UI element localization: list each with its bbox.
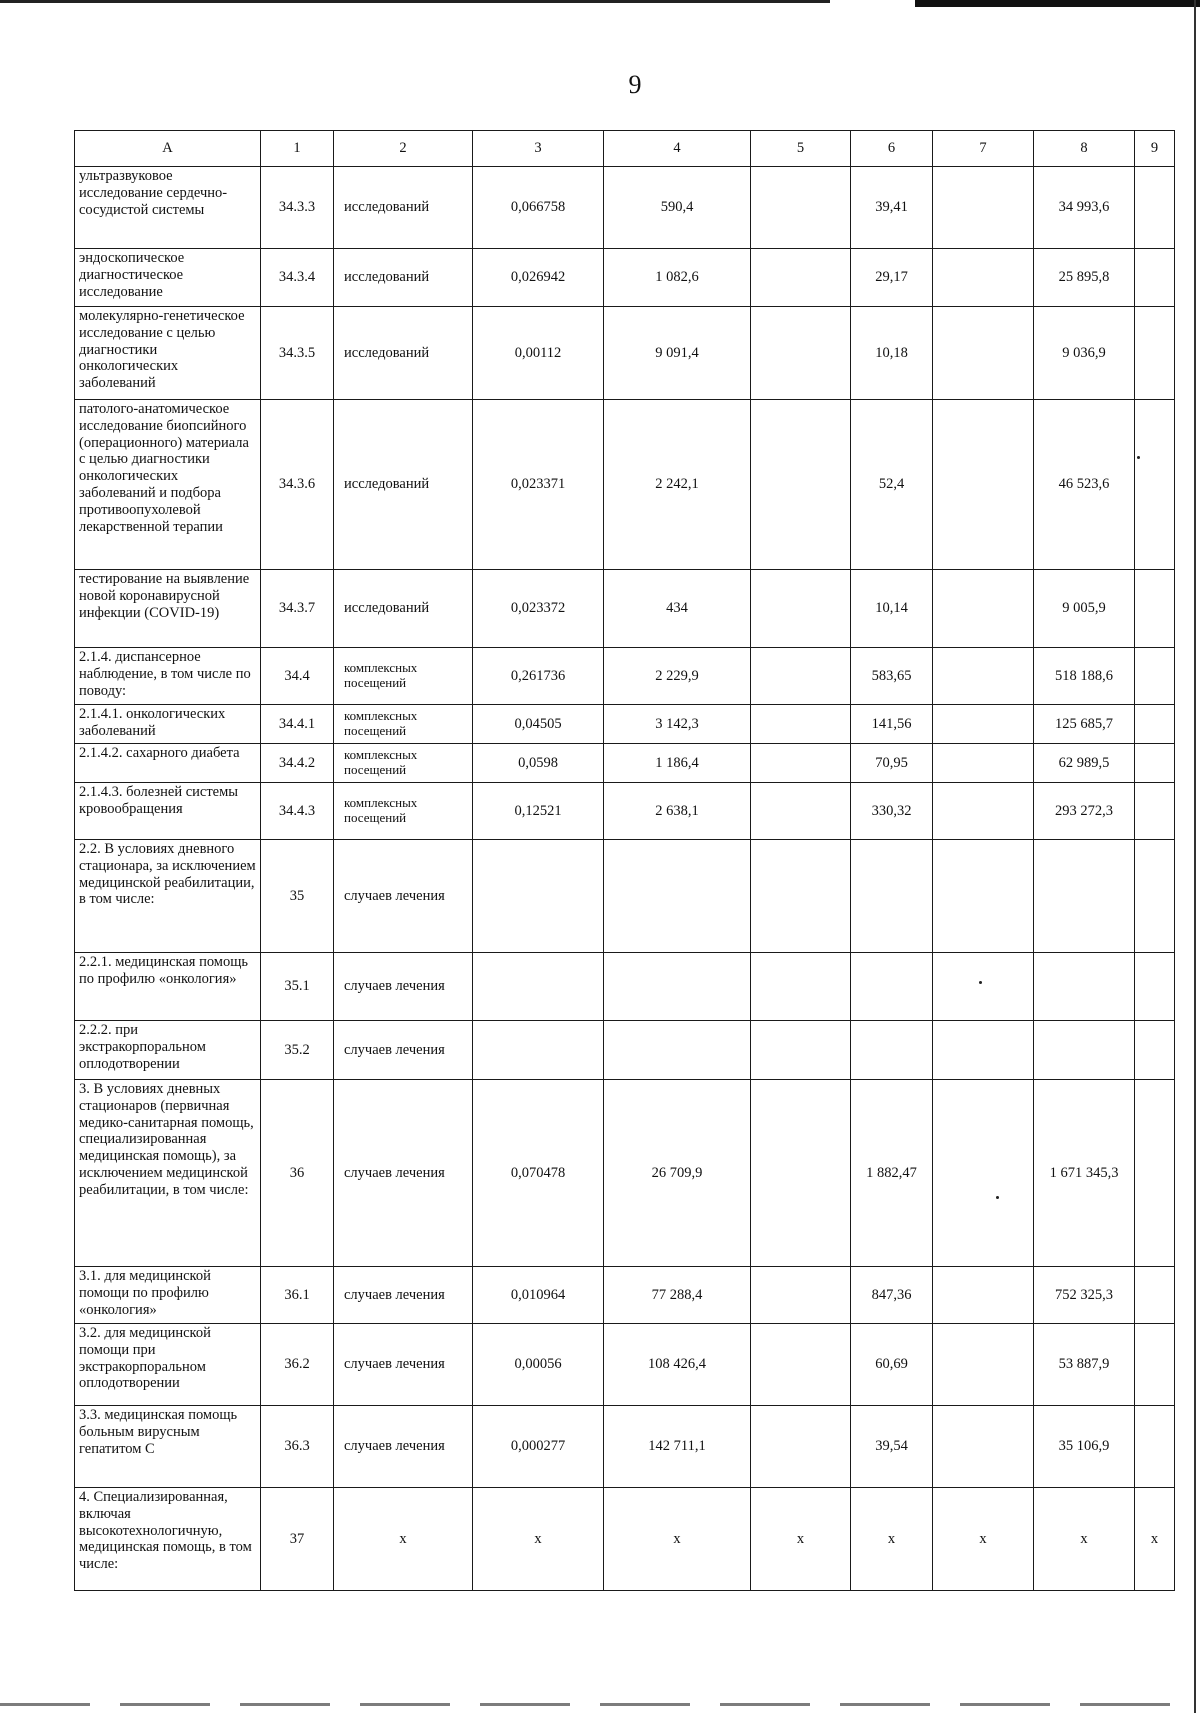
unit-cell: случаев лечения xyxy=(334,1324,473,1406)
value-cell xyxy=(473,953,604,1021)
table-row xyxy=(75,400,1175,570)
row-label: патолого-анатомическое исследование биопсийного (операционного) материала с целью диагностики онкологических заболеваний и подбора противоопухолевой лекарственной терапии xyxy=(75,400,261,570)
data-table xyxy=(74,130,1175,1591)
table-row xyxy=(75,1267,1175,1324)
value-cell xyxy=(751,249,851,307)
value-cell: 2 229,9 xyxy=(604,648,751,705)
value-cell: 1 186,4 xyxy=(604,744,751,783)
value-cell: 10,14 xyxy=(851,570,933,648)
unit-cell: случаев лечения xyxy=(334,953,473,1021)
value-cell xyxy=(1135,953,1175,1021)
value-cell xyxy=(751,1406,851,1488)
value-cell: 0,026942 xyxy=(473,249,604,307)
value-cell xyxy=(1034,1021,1135,1080)
row-code: 34.3.6 xyxy=(261,400,334,570)
value-cell xyxy=(851,953,933,1021)
value-cell: 70,95 xyxy=(851,744,933,783)
value-cell: х xyxy=(851,1488,933,1591)
value-cell: х xyxy=(751,1488,851,1591)
value-cell: х xyxy=(604,1488,751,1591)
value-cell: 2 638,1 xyxy=(604,783,751,840)
page-number: 9 xyxy=(628,70,642,99)
scan-speck xyxy=(996,1196,999,1199)
value-cell xyxy=(1135,1267,1175,1324)
value-cell: х xyxy=(933,1488,1034,1591)
value-cell: 3 142,3 xyxy=(604,705,751,744)
header-cell: 3 xyxy=(473,131,604,167)
header-row xyxy=(75,131,1175,167)
value-cell: 39,41 xyxy=(851,167,933,249)
row-code: 34.4.1 xyxy=(261,705,334,744)
table-row xyxy=(75,307,1175,400)
unit-cell: случаев лечения xyxy=(334,840,473,953)
table-row xyxy=(75,648,1175,705)
value-cell xyxy=(1034,840,1135,953)
value-cell xyxy=(751,1267,851,1324)
value-cell: 0,00056 xyxy=(473,1324,604,1406)
value-cell xyxy=(933,953,1034,1021)
table-row xyxy=(75,1080,1175,1267)
header-cell: 6 xyxy=(851,131,933,167)
value-cell: 25 895,8 xyxy=(1034,249,1135,307)
table-row xyxy=(75,167,1175,249)
value-cell xyxy=(1135,1324,1175,1406)
row-label: 3. В условиях дневных стационаров (первичная медико-санитарная помощь, специализированная медицинская помощь), за исключением медицинской реабилитации, в том числе: xyxy=(75,1080,261,1267)
unit-cell: исследований xyxy=(334,307,473,400)
unit-cell: исследований xyxy=(334,570,473,648)
value-cell: 752 325,3 xyxy=(1034,1267,1135,1324)
value-cell: 29,17 xyxy=(851,249,933,307)
value-cell xyxy=(1034,953,1135,1021)
table-row xyxy=(75,1021,1175,1080)
value-cell: 35 106,9 xyxy=(1034,1406,1135,1488)
header-cell: 1 xyxy=(261,131,334,167)
value-cell: 52,4 xyxy=(851,400,933,570)
value-cell xyxy=(933,307,1034,400)
value-cell: 0,0598 xyxy=(473,744,604,783)
value-cell xyxy=(851,840,933,953)
scan-edge-bottom xyxy=(0,1703,1200,1706)
table-row xyxy=(75,840,1175,953)
value-cell: 0,261736 xyxy=(473,648,604,705)
row-label: ультразвуковое исследование сердечно-сосудистой системы xyxy=(75,167,261,249)
row-code: 34.3.3 xyxy=(261,167,334,249)
row-label: 2.2. В условиях дневного стационара, за исключением медицинской реабилитации, в том числе: xyxy=(75,840,261,953)
row-code: 34.3.5 xyxy=(261,307,334,400)
value-cell xyxy=(604,840,751,953)
value-cell xyxy=(473,1021,604,1080)
value-cell xyxy=(1135,1080,1175,1267)
header-cell: 8 xyxy=(1034,131,1135,167)
table-row xyxy=(75,1406,1175,1488)
value-cell xyxy=(751,570,851,648)
value-cell: х xyxy=(1135,1488,1175,1591)
value-cell xyxy=(933,400,1034,570)
unit-cell: исследований xyxy=(334,249,473,307)
row-label: 2.1.4.3. болезней системы кровообращения xyxy=(75,783,261,840)
row-code: 36.2 xyxy=(261,1324,334,1406)
value-cell xyxy=(933,705,1034,744)
value-cell: 9 036,9 xyxy=(1034,307,1135,400)
row-code: 37 xyxy=(261,1488,334,1591)
value-cell xyxy=(1135,249,1175,307)
scan-edge-top-left xyxy=(0,0,830,3)
row-label: 2.1.4.1. онкологических заболеваний xyxy=(75,705,261,744)
scan-edge-right xyxy=(1194,0,1196,1713)
value-cell: 53 887,9 xyxy=(1034,1324,1135,1406)
value-cell xyxy=(1135,1021,1175,1080)
value-cell: 77 288,4 xyxy=(604,1267,751,1324)
value-cell: 0,066758 xyxy=(473,167,604,249)
value-cell xyxy=(933,840,1034,953)
value-cell xyxy=(933,570,1034,648)
row-label: 2.1.4. диспансерное наблюдение, в том числе по поводу: xyxy=(75,648,261,705)
value-cell: 142 711,1 xyxy=(604,1406,751,1488)
header-cell: 2 xyxy=(334,131,473,167)
value-cell: 0,12521 xyxy=(473,783,604,840)
value-cell xyxy=(933,1267,1034,1324)
unit-cell: х xyxy=(334,1488,473,1591)
value-cell xyxy=(933,1021,1034,1080)
value-cell xyxy=(1135,783,1175,840)
unit-cell: комплексных посещений xyxy=(334,705,473,744)
unit-cell: исследований xyxy=(334,167,473,249)
row-label: 3.2. для медицинской помощи при экстракорпоральном оплодотворении xyxy=(75,1324,261,1406)
value-cell xyxy=(933,1080,1034,1267)
value-cell: 0,00112 xyxy=(473,307,604,400)
value-cell: 2 242,1 xyxy=(604,400,751,570)
value-cell xyxy=(751,648,851,705)
table-row xyxy=(75,744,1175,783)
unit-cell: комплексных посещений xyxy=(334,648,473,705)
value-cell xyxy=(1135,167,1175,249)
value-cell xyxy=(933,783,1034,840)
value-cell xyxy=(751,307,851,400)
value-cell: х xyxy=(1034,1488,1135,1591)
value-cell: 141,56 xyxy=(851,705,933,744)
value-cell xyxy=(751,783,851,840)
value-cell xyxy=(1135,744,1175,783)
scan-speck xyxy=(1137,456,1140,459)
value-cell xyxy=(1135,307,1175,400)
value-cell: 39,54 xyxy=(851,1406,933,1488)
unit-cell: комплексных посещений xyxy=(334,783,473,840)
value-cell: 518 188,6 xyxy=(1034,648,1135,705)
value-cell xyxy=(933,648,1034,705)
row-code: 36 xyxy=(261,1080,334,1267)
row-label: 3.1. для медицинской помощи по профилю «онкология» xyxy=(75,1267,261,1324)
value-cell: 0,023372 xyxy=(473,570,604,648)
value-cell: 434 xyxy=(604,570,751,648)
row-code: 36.1 xyxy=(261,1267,334,1324)
value-cell xyxy=(1135,400,1175,570)
row-code: 34.4.2 xyxy=(261,744,334,783)
value-cell: 9 091,4 xyxy=(604,307,751,400)
value-cell xyxy=(751,744,851,783)
value-cell xyxy=(751,400,851,570)
table-row xyxy=(75,1324,1175,1406)
value-cell: 34 993,6 xyxy=(1034,167,1135,249)
unit-cell: случаев лечения xyxy=(334,1406,473,1488)
value-cell: 1 882,47 xyxy=(851,1080,933,1267)
header-cell: А xyxy=(75,131,261,167)
value-cell xyxy=(933,1406,1034,1488)
value-cell xyxy=(933,249,1034,307)
value-cell: 330,32 xyxy=(851,783,933,840)
value-cell: 108 426,4 xyxy=(604,1324,751,1406)
value-cell: 583,65 xyxy=(851,648,933,705)
row-code: 34.3.4 xyxy=(261,249,334,307)
unit-cell: комплексных посещений xyxy=(334,744,473,783)
value-cell: 0,070478 xyxy=(473,1080,604,1267)
value-cell xyxy=(933,1324,1034,1406)
value-cell: 46 523,6 xyxy=(1034,400,1135,570)
value-cell: 0,04505 xyxy=(473,705,604,744)
value-cell xyxy=(604,1021,751,1080)
row-label: 4. Специализированная, включая высокотехнологичную, медицинская помощь, в том числе: xyxy=(75,1488,261,1591)
row-code: 36.3 xyxy=(261,1406,334,1488)
value-cell: 9 005,9 xyxy=(1034,570,1135,648)
table-row xyxy=(75,783,1175,840)
value-cell xyxy=(751,1324,851,1406)
value-cell: 125 685,7 xyxy=(1034,705,1135,744)
value-cell: 26 709,9 xyxy=(604,1080,751,1267)
row-code: 35.1 xyxy=(261,953,334,1021)
scan-edge-top-right xyxy=(915,0,1200,7)
row-code: 34.3.7 xyxy=(261,570,334,648)
scan-speck xyxy=(979,981,982,984)
row-code: 34.4 xyxy=(261,648,334,705)
value-cell: 0,023371 xyxy=(473,400,604,570)
value-cell xyxy=(473,840,604,953)
row-label: 2.1.4.2. сахарного диабета xyxy=(75,744,261,783)
row-label: эндоскопическое диагностическое исследование xyxy=(75,249,261,307)
value-cell xyxy=(751,167,851,249)
value-cell: 1 671 345,3 xyxy=(1034,1080,1135,1267)
value-cell: 847,36 xyxy=(851,1267,933,1324)
value-cell xyxy=(1135,705,1175,744)
value-cell xyxy=(933,167,1034,249)
value-cell: 1 082,6 xyxy=(604,249,751,307)
table-row xyxy=(75,705,1175,744)
value-cell xyxy=(933,744,1034,783)
table-row xyxy=(75,570,1175,648)
header-cell: 5 xyxy=(751,131,851,167)
value-cell: 10,18 xyxy=(851,307,933,400)
row-label: 3.3. медицинская помощь больным вирусным гепатитом С xyxy=(75,1406,261,1488)
header-cell: 4 xyxy=(604,131,751,167)
value-cell xyxy=(751,705,851,744)
value-cell xyxy=(751,840,851,953)
value-cell xyxy=(1135,840,1175,953)
row-code: 34.4.3 xyxy=(261,783,334,840)
unit-cell: случаев лечения xyxy=(334,1021,473,1080)
value-cell xyxy=(1135,570,1175,648)
row-code: 35.2 xyxy=(261,1021,334,1080)
row-label: 2.2.2. при экстракорпоральном оплодотворении xyxy=(75,1021,261,1080)
row-label: 2.2.1. медицинская помощь по профилю «онкология» xyxy=(75,953,261,1021)
value-cell: 60,69 xyxy=(851,1324,933,1406)
unit-cell: случаев лечения xyxy=(334,1267,473,1324)
value-cell: х xyxy=(473,1488,604,1591)
unit-cell: случаев лечения xyxy=(334,1080,473,1267)
value-cell xyxy=(604,953,751,1021)
unit-cell: исследований xyxy=(334,400,473,570)
value-cell xyxy=(751,1021,851,1080)
value-cell: 590,4 xyxy=(604,167,751,249)
value-cell xyxy=(851,1021,933,1080)
value-cell: 62 989,5 xyxy=(1034,744,1135,783)
value-cell xyxy=(1135,648,1175,705)
value-cell xyxy=(751,953,851,1021)
table-row xyxy=(75,249,1175,307)
value-cell xyxy=(751,1080,851,1267)
header-cell: 9 xyxy=(1135,131,1175,167)
table-row xyxy=(75,1488,1175,1591)
value-cell: 0,000277 xyxy=(473,1406,604,1488)
value-cell xyxy=(1135,1406,1175,1488)
value-cell: 293 272,3 xyxy=(1034,783,1135,840)
table-row xyxy=(75,953,1175,1021)
row-code: 35 xyxy=(261,840,334,953)
row-label: тестирование на выявление новой коронавирусной инфекции (COVID-19) xyxy=(75,570,261,648)
header-cell: 7 xyxy=(933,131,1034,167)
row-label: молекулярно-генетическое исследование с целью диагностики онкологических заболеваний xyxy=(75,307,261,400)
value-cell: 0,010964 xyxy=(473,1267,604,1324)
